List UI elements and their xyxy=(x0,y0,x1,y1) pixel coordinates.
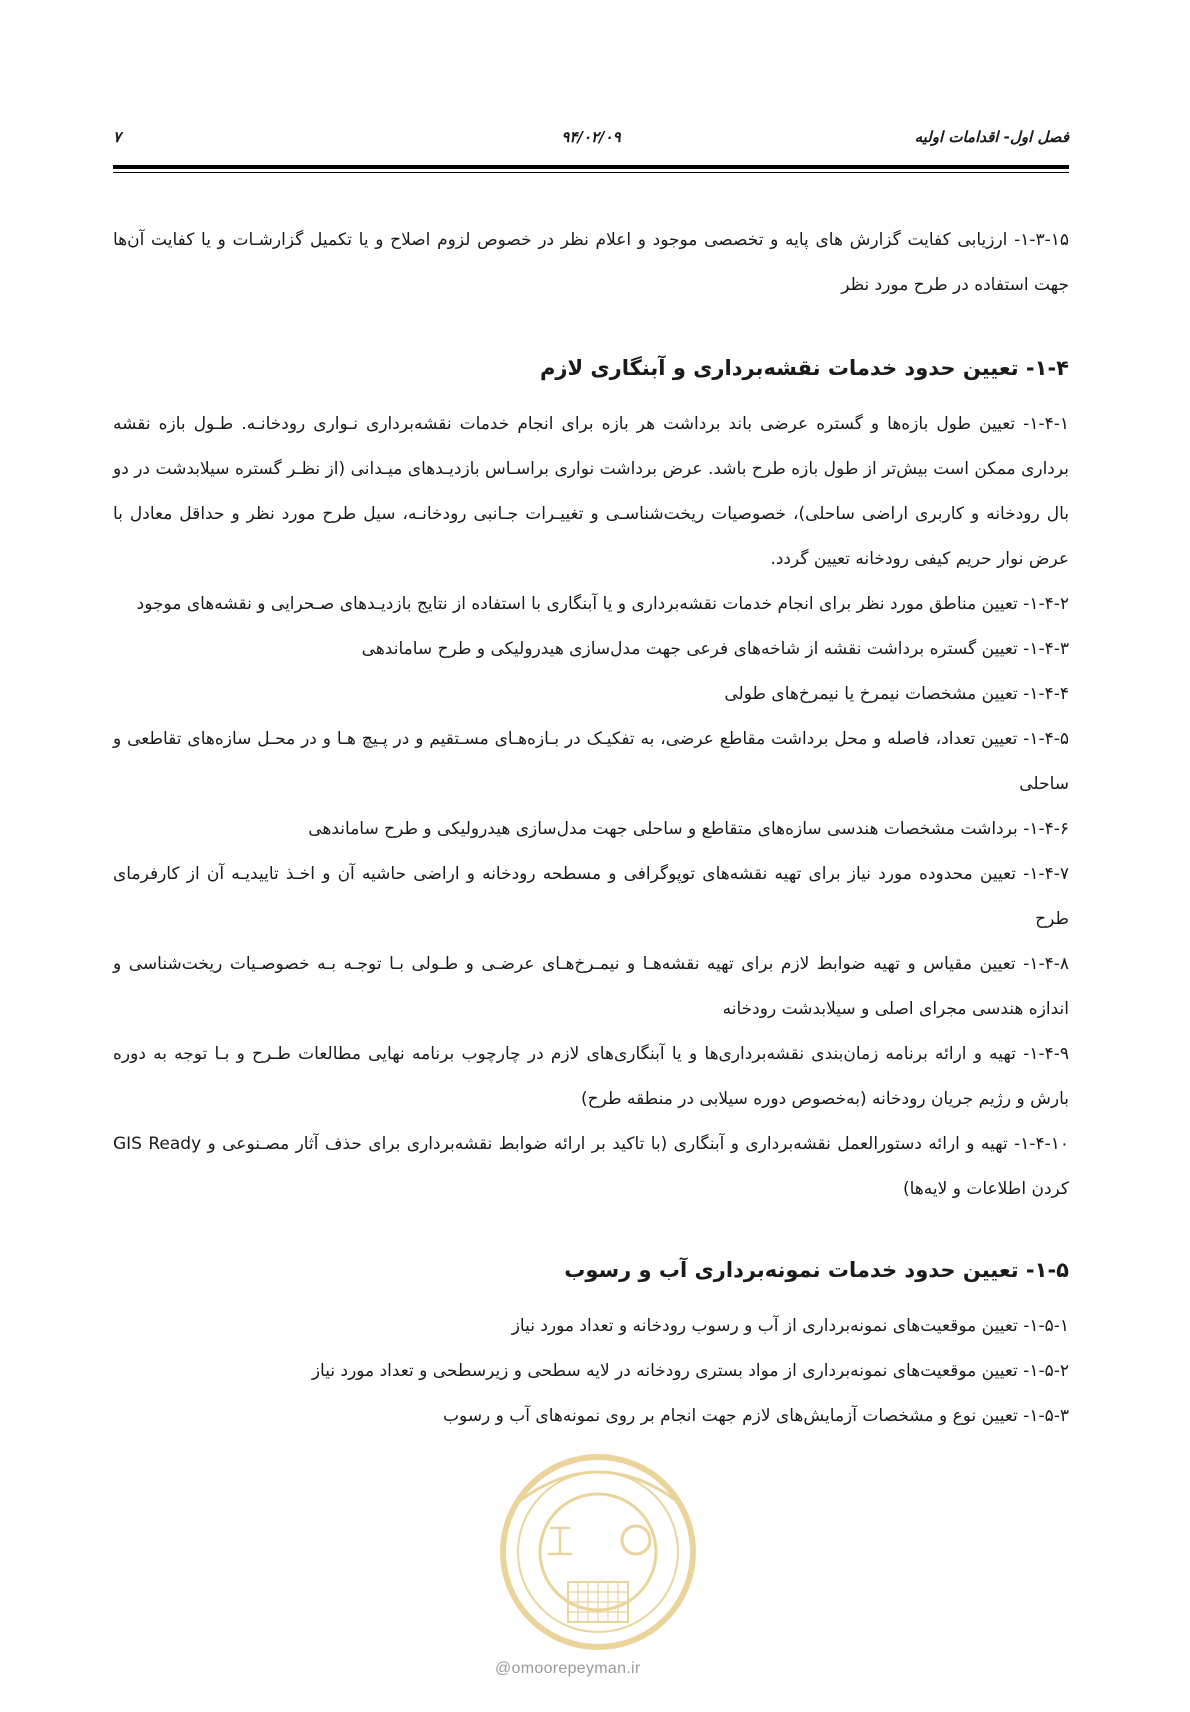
paragraph-1-4-6: ۱-۴-۶- برداشت مشخصات هندسی سازه‌های متقاطع و ساحلی جهت مدل‌سازی هیدرولیکی و طرح ساماندهی xyxy=(308,819,1069,839)
paragraph-1-4-4: ۱-۴-۴- تعیین مشخصات نیمرخ یا نیمرخ‌های طولی xyxy=(724,684,1069,704)
page-body xyxy=(113,218,1069,1439)
paragraph-1-4-2: ۱-۴-۲- تعیین مناطق مورد نظر برای انجام خدمات نقشه‌برداری و یا آبنگاری با استفاده از نتایج بازدیـدهای صـحرایی و نقشه‌های موجود xyxy=(136,594,1069,614)
header-rule-thick xyxy=(113,165,1069,169)
paragraph-1-4-7: ۱-۴-۷- تعیین محدوده مورد نیاز برای تهیه نقشه‌های توپوگرافی و مسطحه رودخانه و اراضی حاشیه آن و اخـذ تاییدیـه آن از کارفرمای طرح xyxy=(113,864,1069,929)
paragraph-1-5-3: ۱-۵-۳- تعیین نوع و مشخصات آزمایش‌های لازم جهت انجام بر روی نمونه‌های آب و رسوب xyxy=(443,1406,1069,1426)
paragraph-1-4-5: ۱-۴-۵- تعیین تعداد، فاصله و محل برداشت مقاطع عرضی، به تفکیـک در بـازه‌هـای مسـتقیم و در پـیچ هـا و در محـل سازه‌های تقاطعی و ساحلی xyxy=(113,729,1069,794)
paragraph-1-4-10: ۱-۴-۱۰- تهیه و ارائه دستورالعمل نقشه‌برداری و آبنگاری (با تاکید بر ارائه ضوابط نقشه‌برداری برای حذف آثار مصـنوعی و GIS Ready کردن اطلاعات و لایه‌ها) xyxy=(113,1134,1069,1199)
paragraph-1-5-2: ۱-۵-۲- تعیین موقعیت‌های نمونه‌برداری از مواد بستری رودخانه در لایه سطحی و زیرسطحی و تعداد مورد نیاز xyxy=(311,1361,1069,1381)
paragraph-1-4-1: ۱-۴-۱- تعیین طول بازه‌ها و گستره عرضی باند برداشت هر بازه برای انجام خدمات نقشه‌برداری نـواری رودخانـه. طـول بازه نقشه برداری ممکن است بیش‌تر از طول بازه طرح باشد. عرض برداشت نواری براسـاس بازدیـدهای میـدانی (از نظـر گستره سیلابدشت در دو بال رودخانه و کاربری اراضی ساحلی)، خصوصیات ریخت‌شناسـی و تغییـرات جـانبی رودخانـه، سیل طرح مورد نظر و حداقل معادل با عرض نوار حریم کیفی رودخانه تعیین گردد. xyxy=(113,414,1069,569)
paragraph-1-3-15: ۱-۳-۱۵- ارزیابی کفایت گزارش های پایه و تخصصی موجود و اعلام نظر در خصوص لزوم اصلاح و یا تکمیل گزارشـات و یا کفایت آن‌ها جهت استفاده در طرح مورد نظر xyxy=(113,230,1069,295)
watermark-url: @omoorepeyman.ir xyxy=(495,1660,641,1677)
header-rule-thin xyxy=(113,172,1069,173)
section-heading-1-4: ۱-۴- تعیین حدود خدمات نقشه‌برداری و آبنگاری لازم xyxy=(539,356,1069,380)
paragraph-1-5-1: ۱-۵-۱- تعیین موقعیت‌های نمونه‌برداری از آب و رسوب رودخانه و تعداد مورد نیاز xyxy=(511,1316,1069,1336)
paragraph-1-4-3: ۱-۴-۳- تعیین گستره برداشت نقشه از شاخه‌های فرعی جهت مدل‌سازی هیدرولیکی و طرح ساماندهی xyxy=(361,639,1069,659)
page-number: ۷ xyxy=(113,128,122,146)
paragraph-1-4-8: ۱-۴-۸- تعیین مقیاس و تهیه ضوابط لازم برای تهیه نقشه‌هـا و نیمـرخ‌هـای عرضـی و طـولی بـا توجـه بـه خصوصـیات ریخت‌شناسی و اندازه هندسی مجرای اصلی و سیلابدشت رودخانه xyxy=(113,954,1069,1019)
paragraph-1-4-9: ۱-۴-۹- تهیه و ارائه برنامه زمان‌بندی نقشه‌برداری‌ها و یا آبنگاری‌های لازم در چارچوب برنامه نهایی مطالعات طـرح و بـا توجه به دوره بارش و رژیم جریان رودخانه (به‌خصوص دوره سیلابی در منطقه طرح) xyxy=(113,1044,1069,1109)
page-header xyxy=(113,128,1069,152)
header-date: ۹۴/۰۲/۰۹ xyxy=(561,128,621,146)
section-heading-1-5: ۱-۵- تعیین حدود خدمات نمونه‌برداری آب و رسوب xyxy=(564,1258,1069,1282)
chapter-title: فصل اول- اقدامات اولیه xyxy=(914,128,1069,146)
